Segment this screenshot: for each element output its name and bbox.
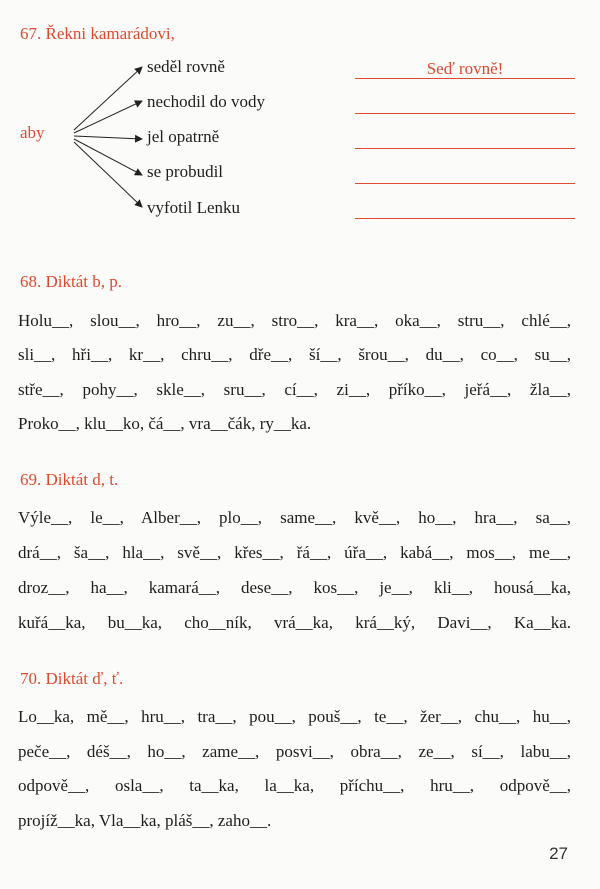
arrow-to-option-2 bbox=[74, 101, 142, 133]
answer-line-5 bbox=[355, 218, 575, 219]
arrow-to-option-5 bbox=[74, 142, 142, 207]
option-4: se probudil bbox=[147, 162, 224, 181]
option-3: jel opatrně bbox=[147, 127, 220, 146]
exercise-67-heading: 67. Řekni kamarádovi, bbox=[20, 24, 175, 43]
ex70-line-3: odpově__, osla__, ta__ka, la__ka, příchu__, hru__, odpově__, bbox=[18, 776, 571, 795]
ex68-line-4: Proko__, klu__ko, čá__, vra__čák, ry__ka. bbox=[18, 414, 312, 433]
exercise-70-heading: 70. Diktát ď, ť. bbox=[20, 669, 124, 688]
answer-line-2 bbox=[355, 113, 575, 114]
option-5: vyfotil Lenku bbox=[147, 198, 241, 217]
option-1: seděl rovně bbox=[147, 57, 225, 76]
example-answer: Seď rovně! bbox=[426, 59, 504, 78]
arrow-to-option-4 bbox=[74, 139, 142, 175]
ex70-line-1: Lo__ka, mě__, hru__, tra__, pou__, pouš__, te__, žer__, chu__, hu__, bbox=[18, 707, 571, 726]
ex68-line-2: sli__, hři__, kr__, chru__, dře__, ší__, šrou__, du__, co__, su__, bbox=[18, 345, 571, 364]
exercise-69-heading: 69. Diktát d, t. bbox=[20, 470, 119, 489]
ex68-line-1: Holu__, slou__, hro__, zu__, stro__, kra__, oka__, stru__, chlé__, bbox=[18, 311, 571, 330]
arrow-to-option-3 bbox=[74, 136, 142, 139]
ex69-line-2: drá__, ša__, hla__, svě__, křes__, řá__, úřa__, kabá__, mos__, me__, bbox=[18, 543, 571, 562]
exercise-68-heading: 68. Diktát b, p. bbox=[20, 272, 122, 291]
ex70-line-4: projíž__ka, Vla__ka, pláš__, zaho__. bbox=[18, 811, 272, 830]
ex69-line-4: kuřá__ka, bu__ka, cho__ník, vrá__ka, krá__ký, Davi__, Ka__ka. bbox=[18, 613, 571, 632]
answer-line-1 bbox=[355, 78, 575, 79]
answer-line-4 bbox=[355, 183, 575, 184]
ex68-line-3: stře__, pohy__, skle__, sru__, cí__, zi__, příko__, jeřá__, žla__, bbox=[18, 380, 571, 399]
arrow-to-option-1 bbox=[74, 67, 142, 130]
page-number: 27 bbox=[549, 844, 568, 863]
connector-arrows bbox=[0, 0, 600, 260]
ex69-line-3: droz__, ha__, kamará__, dese__, kos__, je__, kli__, housá__ka, bbox=[18, 578, 571, 597]
answer-line-3 bbox=[355, 148, 575, 149]
ex69-line-1: Výle__, le__, Alber__, plo__, same__, kvě__, ho__, hra__, sa__, bbox=[18, 508, 571, 527]
option-2: nechodil do vody bbox=[147, 92, 266, 111]
aby-label: aby bbox=[20, 123, 45, 142]
ex70-line-2: peče__, déš__, ho__, zame__, posvi__, obra__, ze__, sí__, labu__, bbox=[18, 742, 571, 761]
